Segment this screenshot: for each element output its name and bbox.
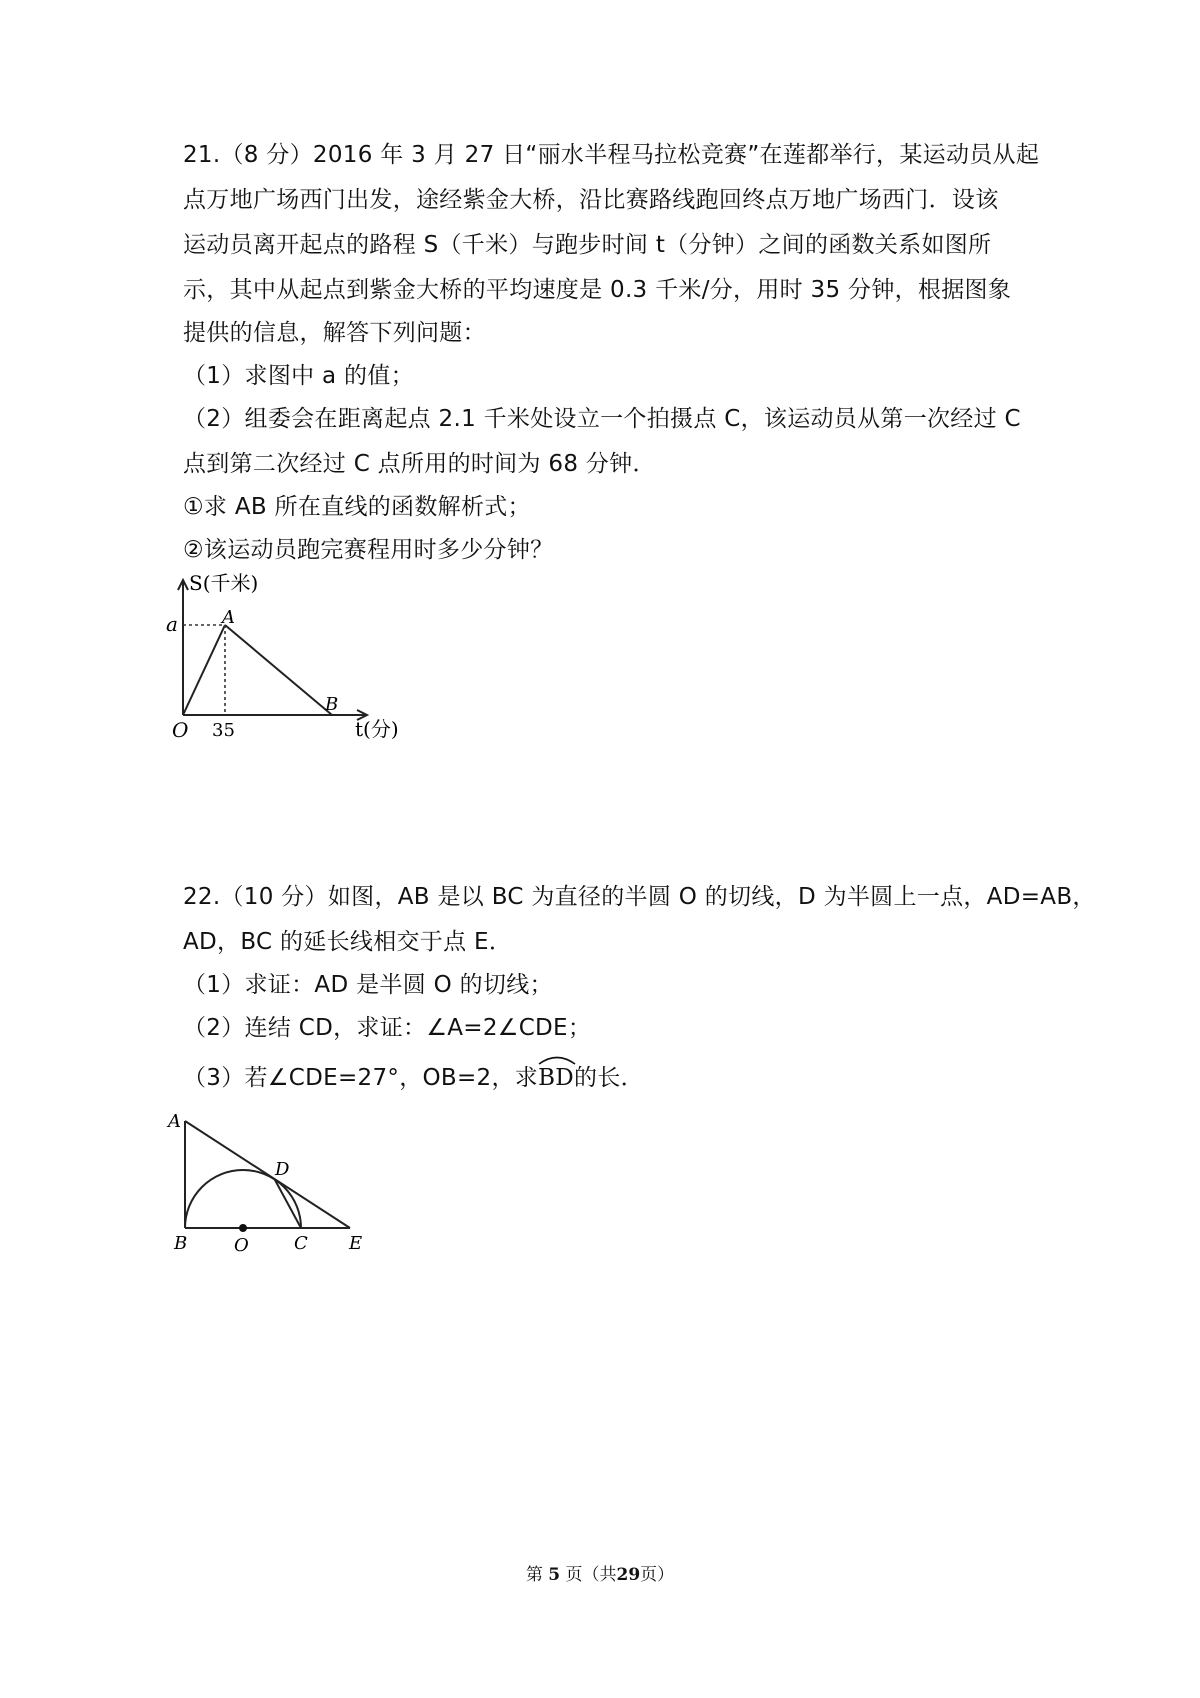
q21-line-5: 提供的信息，解答下列问题： — [183, 320, 486, 346]
q22-center-point — [239, 1224, 247, 1232]
q22-part-3-suffix: 的长． — [574, 1065, 644, 1091]
q22-label-o: O — [234, 1235, 249, 1255]
q22-line-1: 22.（10 分）如图，AB 是以 BC 为直径的半圆 O 的切线，D 为半圆上一点，AD=AB， — [183, 884, 1096, 910]
q21-segment-ab — [225, 625, 332, 715]
q21-x-tick-35: 35 — [212, 720, 235, 741]
arc-bd — [538, 1063, 574, 1093]
page-footer — [0, 1560, 1200, 1585]
footer-suffix: 页） — [640, 1565, 675, 1585]
q22-label-a: A — [168, 1111, 181, 1132]
q22-part-2: （2）连结 CD，求证：∠A=2∠CDE； — [183, 1015, 592, 1041]
footer-total-pages: 29 — [616, 1565, 641, 1585]
q22-part-3 — [183, 1063, 644, 1093]
q21-subpart-2: ②该运动员跑完赛程用时多少分钟？ — [183, 537, 554, 563]
q22-label-d: D — [275, 1159, 290, 1180]
q22-label-e: E — [349, 1233, 363, 1254]
q21-part-2-line-2: 点到第二次经过 C 点所用的时间为 68 分钟． — [183, 451, 656, 477]
q22-semicircle-figure — [160, 1105, 390, 1255]
footer-page-number: 5 — [548, 1565, 561, 1585]
q21-part-1: （1）求图中 a 的值； — [183, 363, 414, 389]
q21-origin-label: O — [172, 718, 189, 742]
q22-label-b: B — [174, 1233, 188, 1254]
footer-prefix: 第 — [525, 1565, 543, 1585]
q21-point-b-label: B — [325, 694, 339, 715]
footer-middle: 页（共 — [565, 1565, 617, 1585]
q21-point-a-label: A — [222, 607, 235, 628]
arc-symbol — [537, 1053, 577, 1065]
q21-y-axis-label: S(千米) — [189, 571, 259, 595]
q22-part-1: （1）求证：AD 是半圆 O 的切线； — [183, 972, 553, 998]
q21-subpart-1: ①求 AB 所在直线的函数解析式； — [183, 494, 531, 520]
q21-y-tick-a: a — [166, 612, 178, 636]
q21-line-3: 运动员离开起点的路程 S（千米）与跑步时间 t（分钟）之间的函数关系如图所 — [183, 232, 992, 258]
q21-line-1: 21.（8 分）2016 年 3 月 27 日“丽水半程马拉松竞赛”在莲都举行，某运动员从起 — [183, 142, 1040, 168]
arc-bd-label: BD — [538, 1065, 575, 1091]
q21-x-axis-label: t(分) — [355, 717, 399, 741]
q22-part-3-prefix: （3）若∠CDE=27°，OB=2，求 — [183, 1065, 539, 1091]
q21-distance-time-graph — [160, 570, 460, 750]
q21-segment-oa — [183, 625, 225, 715]
q21-part-2-line-1: （2）组委会在距离起点 2.1 千米处设立一个拍摄点 C，该运动员从第一次经过 C — [183, 406, 1021, 432]
q22-line-2: AD，BC 的延长线相交于点 E． — [183, 929, 513, 955]
q21-line-4: 示，其中从起点到紫金大桥的平均速度是 0.3 千米/分，用时 35 分钟，根据图象 — [183, 277, 1012, 303]
q22-label-c: C — [294, 1233, 308, 1254]
q21-line-2: 点万地广场西门出发，途经紫金大桥，沿比赛路线跑回终点万地广场西门．设该 — [183, 187, 999, 213]
